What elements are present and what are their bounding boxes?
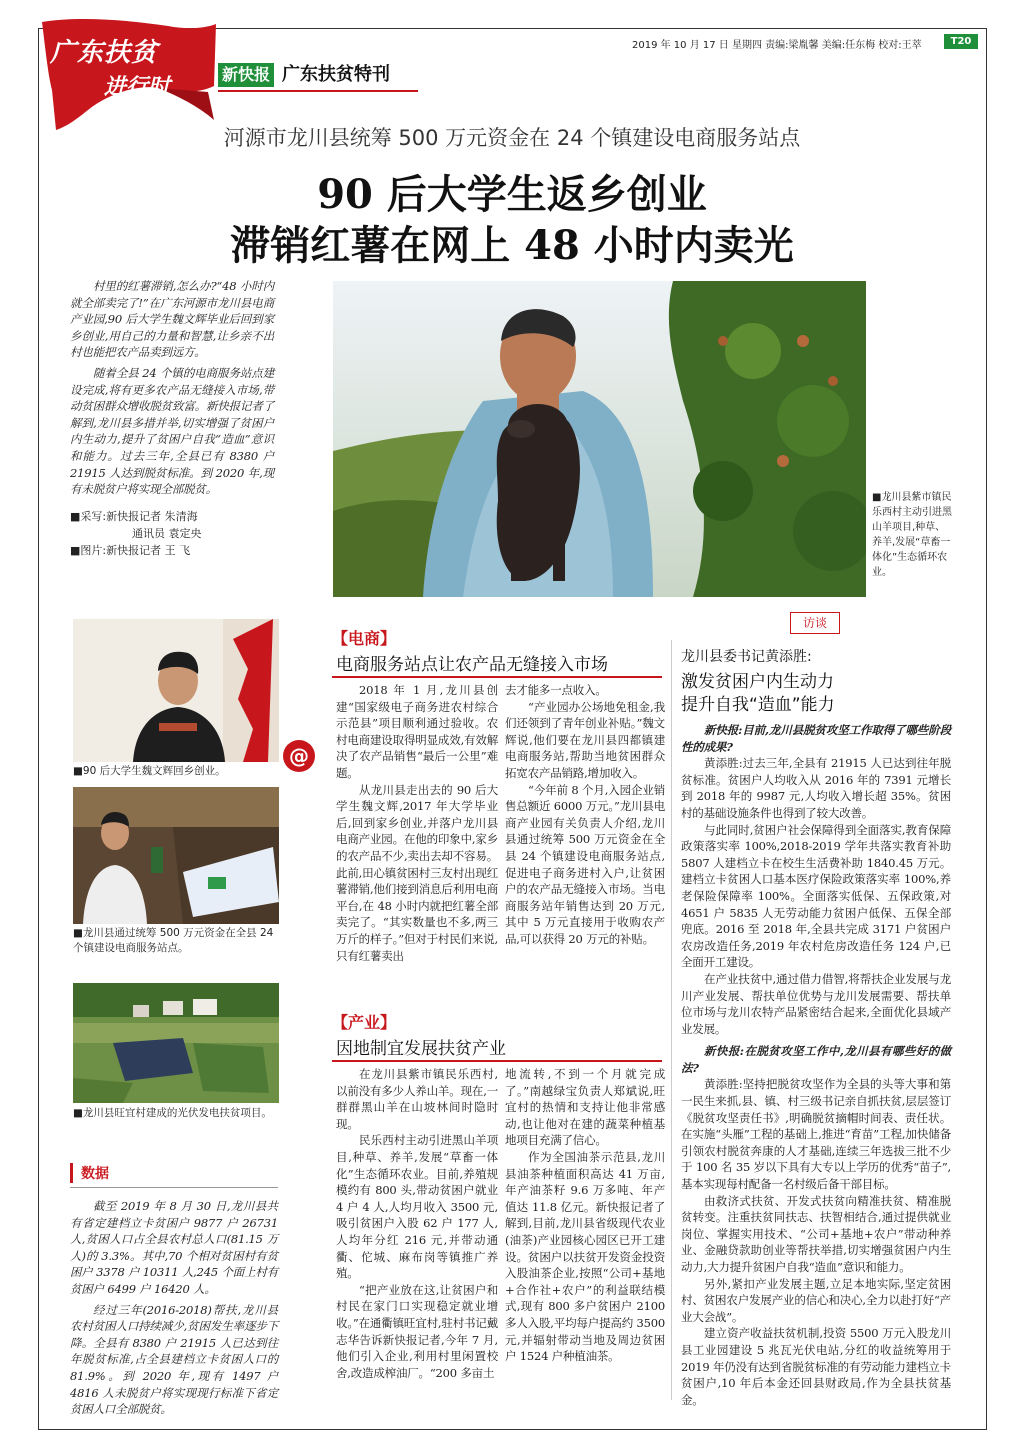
photo-solar-project <box>73 983 279 1103</box>
industry-col2 <box>505 1066 665 1365</box>
data-box-rule <box>70 1187 278 1188</box>
photo-wei-wenhui <box>73 619 279 762</box>
interview-answer: 黄添胜:过去三年,全县有 21915 人已达到往年脱贫标准。贫困户人均收入从 2016 年的 7391 元增长到 2018 年的 9987 元,人均收入增长超 35%。贫困村的基础设施条件也得到了较大改善。 <box>681 756 951 820</box>
industry-paragraph: 民乐西村主动引进黑山羊项目,种草、养羊,发展“草畜一体化”生态循环农业。目前,养殖规模约有 800 头,带动贫困户就业 4 户 4 人,人均月收入 3500 元,吸引贫困户入股 62 户 177 人,人均年分红 216 元,并带动通衢、佗城、麻布岗等镇推广养殖。 <box>336 1133 498 1281</box>
headline-line1: 90 后大学生返乡创业 <box>317 171 707 218</box>
masthead-underline <box>218 90 418 92</box>
industry-paragraph: “把产业放在这,让贫困户和村民在家门口实现稳定就业增收。”在通衢镇旺宜村,驻村书记戴志华告诉新快报记者,今年 7 月,他们引入企业,利用村里闲置校舍,改造成榨油厂。“200 多亩土 <box>336 1282 498 1380</box>
interview-answer: 由救济式扶贫、开发式扶贫向精准扶贫、精准脱贫转变。注重扶贫同扶志、扶智相结合,通过提供就业岗位、掌握实用技术、“公司+基地+农户”带动种养业、金融贷款助创业等帮扶举措,切实增强贫困户内生动力,大力提升贫困户自我“造血”意识和能力。 <box>681 1193 951 1274</box>
industry-tag: 【产业】 <box>332 1013 397 1032</box>
side-photo-caption-1: ■90 后大学生魏文辉回乡创业。 <box>73 765 226 777</box>
ribbon-banner <box>38 14 220 132</box>
interview-answer: 在产业扶贫中,通过借力借智,将帮扶企业发展与龙川产业发展、帮扶单位优势与龙川发展需要、帮扶单位市场与龙川农特产品紧密结合起来,全面优化县域产业发展。 <box>681 971 951 1036</box>
headline-kicker: 河源市龙川县统筹 500 万元资金在 24 个镇建设电商服务站点 <box>223 126 801 150</box>
section-title: 广东扶贫特刊 <box>282 64 390 85</box>
interview-question: 新快报:目前,龙川县脱贫攻坚工作取得了哪些阶段性的成果? <box>681 723 951 754</box>
interview-tag: 访谈 <box>790 612 840 634</box>
ecommerce-col1 <box>336 682 498 964</box>
ribbon-line1: 广东扶贫 <box>50 38 159 68</box>
logo: 新快报 <box>218 63 274 87</box>
data-box <box>70 1163 278 1418</box>
ecommerce-tag: 【电商】 <box>332 629 397 648</box>
interview-title1: 激发贫困户内生动力 <box>681 672 834 692</box>
credit-writer: ■采写:新快报记者 朱清海 <box>70 509 198 523</box>
industry-paragraph: 作为全国油茶示范县,龙川县油茶种植面积高达 41 万亩,年产油茶籽 9.6 万多吨、年产值达 11.8 亿元。新快报记者了解到,目前,龙川县省级现代农业(油茶)产业园核心园区已开工建设。贫困户以扶贫开发资金投资入股油茶企业,按照“公司+基地+合作社+农户”的利益联结模式,现有 800 多户贫困户 2100 多人入股,平均每户提高约 3500 元,并辐射带动当地及周边贫困户 1524 户种植油茶。 <box>505 1149 665 1364</box>
lead-paragraph: 村里的红薯滞销,怎么办?“48 小时内就全部卖完了!”在广东河源市龙川县电商产业园,90 后大学生魏文辉毕业后回到家乡创业,用自己的力量和智慧,让乡亲不出村也能把农产品卖到远方。 <box>70 279 274 360</box>
interview-answer: 与此同时,贫困户社会保障得到全面落实,教育保障政策落实率 100%,2018-2019 学年共落实教育补助 5807 人建档立卡在校生生活费补助 1840.45 万元。建档立卡贫困人口基本医疗保险政策落实率 100%,养老保险保障率 100%。全面落实低保、五保政策,对 4651 户 5835 人无劳动能力贫困户低保、五保全部兜底。2016 至 2018 年,全县共完成 3171 户贫困户农房改造任务,2019 年农村危房改造任务 124 户,已全面开工建设。 <box>681 822 951 970</box>
interview-answer: 另外,紧扣产业发展主题,立足本地实际,坚定贫困村、贫困农户发展产业的信心和决心,全力以赴打好“产业大会战”。 <box>681 1276 951 1324</box>
industry-paragraph: 地流转,不到一个月就完成了。”南越绿宝负责人郑斌说,旺宜村的热情和支持让他非常感动,也让他对在建的蔬菜种植基地项目充满了信心。 <box>505 1067 665 1148</box>
industry-paragraph: 在龙川县紫市镇民乐西村,以前没有多少人养山羊。现在,一群群黑山羊在山坡林间时隐时现。 <box>336 1067 498 1131</box>
industry-col1 <box>336 1066 498 1381</box>
interview-question: 新快报:在脱贫攻坚工作中,龙川县有哪些好的做法? <box>681 1044 951 1075</box>
interview-answer: 黄添胜:坚持把脱贫攻坚作为全县的头等大事和第一民生来抓,县、镇、村三级书记亲自抓扶贫,层层签订《脱贫攻坚责任书》,明确脱贫摘帽时间表、责任状。在实施“头雁”工程的基础上,推进“育苗”工程,加快储备引领农村脱贫奔康的人才基础,连续三年选拔三批不少于 100 名 35 岁以下具有大专以上学历的优秀“苗子”,基本实现每村配备一名村级后备干部目标。 <box>681 1077 951 1192</box>
ecommerce-rule <box>332 676 662 678</box>
lead-paragraph: 随着全县 24 个镇的电商服务站点建设完成,将有更多农产品无缝接入市场,带动贫困群众增收脱贫致富。新快报记者了解到,龙川县多措并举,切实增强了贫困户内生动力,提升了贫困户自我“造血”意识和能力。过去三年,全县已有 8380 户 21915 人达到脱贫标准。到 2020 年,现有未脱贫户将实现全部脱贫。 <box>70 365 274 497</box>
side-photo-caption-2: ■龙川县通过统筹 500 万元资金在全县 24 个镇建设电商服务站点。 <box>73 927 274 954</box>
ecommerce-paragraph: “产业园办公场地免租金,我们还领到了青年创业补贴。”魏文辉说,他们要在龙川县四都镇建电商服务站,帮助当地贫困群众拓宽农产品销路,增加收入。 <box>505 699 665 780</box>
credit-correspondent: 通讯员 袁定央 <box>132 526 202 540</box>
main-photo-farmer-with-goat <box>333 281 866 597</box>
headline-line2: 滞销红薯在网上 48 小时内卖光 <box>230 222 794 269</box>
side-photo-caption-3: ■龙川县旺宜村建成的光伏发电扶贫项目。 <box>73 1107 272 1119</box>
photo-ecommerce-station <box>73 787 279 924</box>
at-badge: @ <box>283 740 315 772</box>
data-paragraph: 经过三年(2016-2018)帮扶,龙川县农村贫困人口持续减少,贫困发生率逐步下降。全县有 8380 户 21915 人已达到往年脱贫标准,占全县建档立卡贫困人口的 81.9%。到 2020 年,现有 1497 户 4816 人未脱贫户将实现现行标准下省定贫困人口全部脱贫。 <box>70 1302 278 1417</box>
industry-title: 因地制宜发展扶贫产业 <box>336 1039 506 1059</box>
main-photo-caption: ■龙川县紫市镇民乐西村主动引进黑山羊项目,种草、养羊,发展“草畜一体化”生态循环农业。 <box>872 492 952 578</box>
ecommerce-col2 <box>505 682 665 948</box>
industry-rule <box>332 1060 662 1062</box>
dateline: 2019 年 10 月 17 日 星期四 责编:梁胤馨 美编:任东梅 校对:王萃 <box>632 40 922 51</box>
interview-title2: 提升自我“造血”能力 <box>681 695 835 715</box>
column-divider <box>671 640 672 1400</box>
interview-answer: 建立资产收益扶贫机制,投资 5500 万元入股龙川县工业园建设 5 兆瓦光伏电站,分红的收益统筹用于 2019 年仍没有达到省脱贫标准的有劳动能力建档立卡贫困户,10 年后本金还回县财政局,作为全县扶贫基金。 <box>681 1326 951 1407</box>
ecommerce-paragraph: “今年前 8 个月,入园企业销售总额近 6000 万元。”龙川县电商产业园有关负责人介绍,龙川县通过统筹 500 万元资金在全县 24 个镇建设电商服务站点,促进电子商务进村入户,让贫困户的农产品无缝接入市场。当电商服务站年销售达到 20 万元,其中 5 万元直接用于收购农产品,可以获得 20 万元的补贴。 <box>505 782 665 946</box>
credit-photo: ■图片:新快报记者 王 飞 <box>70 543 191 557</box>
data-paragraph: 截至 2019 年 8 月 30 日,龙川县共有省定建档立卡贫困户 9877 户 26731 人,贫困人口占全县农村总人口(81.15 万人)的 3.3%。其中,70 个相对贫困村有贫困户 3378 户 10311 人,245 个面上村有贫困户 6499 户 16420 人。 <box>70 1199 278 1296</box>
interview-speaker: 龙川县委书记黄添胜: <box>681 649 812 665</box>
interview-body <box>681 722 951 1408</box>
page-number: T20 <box>944 34 978 49</box>
data-box-label: 数据 <box>70 1163 109 1183</box>
ecommerce-title: 电商服务站点让农产品无缝接入市场 <box>336 655 608 675</box>
ecommerce-paragraph: 从龙川县走出去的 90 后大学生魏文辉,2017 年大学毕业后,回到家乡创业,并落户龙川县电商产业园。在他的印象中,家乡的农产品不少,卖出去却不容易。此前,田心镇贫困村三友村出现红薯滞销,他们接到消息后利用电商平台,在 48 小时内就把红薯全部卖完了。“其实数量也不多,两三万斤的样子。”但对于村民们来说,只有红薯卖出 <box>336 782 498 963</box>
ecommerce-paragraph: 去才能多一点收入。 <box>505 683 607 697</box>
ecommerce-paragraph: 2018 年 1 月,龙川县创建“国家级电子商务进农村综合示范县”项目顺利通过验收。农村电商建设取得明显成效,有效解决了农产品销售“最后一公里”难题。 <box>336 683 498 780</box>
ribbon-line2: 进行时 <box>104 74 171 100</box>
lead-column <box>70 278 274 559</box>
